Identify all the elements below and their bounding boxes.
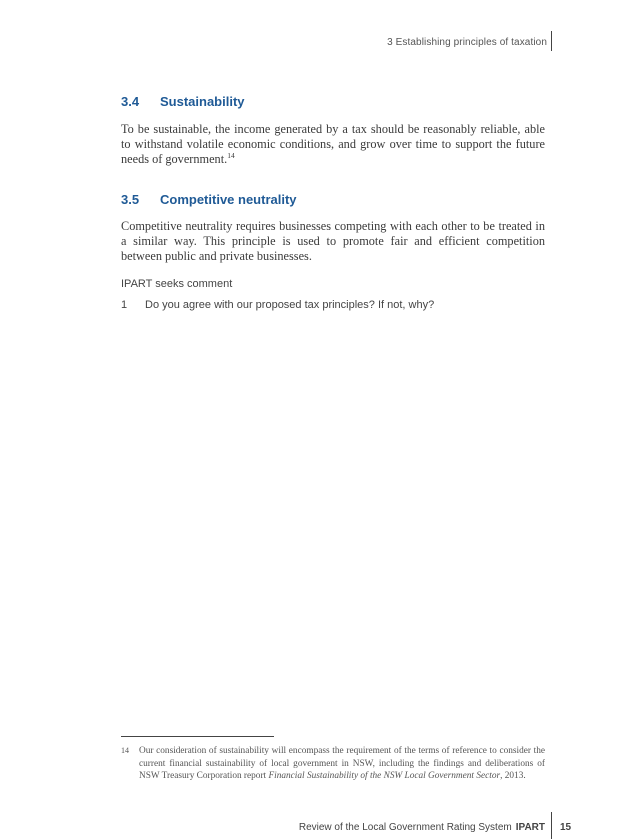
question-number: 1 [121,299,128,311]
running-header: 3 Establishing principles of taxation [387,37,547,48]
paragraph-text: To be sustainable, the income generated by a tax should be reasonably reliable, able to withstand volatile economic conditions, and grow over time to support the future needs of government. [121,122,545,166]
footnote-reference[interactable]: 14 [227,150,235,160]
footnote-divider [121,736,274,737]
section-number: 3.4 [121,94,140,109]
question-item [121,299,551,311]
report-title: Review of the Local Government Rating System [298,822,512,833]
section-heading-sustainability [121,94,245,109]
page-number: 15 [560,822,572,833]
footnote [121,745,545,783]
section-number: 3.5 [121,192,140,207]
running-footer [290,822,545,833]
section-heading-competitive-neutrality [121,192,297,207]
section-title: Competitive neutrality [160,192,297,207]
paragraph-competitive-neutrality: Competitive neutrality requires businesses competing with each other to be treated in a similar way. This principle is used to promote fair and efficient competition between public and private businesses. [121,219,545,263]
footnote-body [139,745,545,783]
footnote-report-title: Financial Sustainability of the NSW Local Government Sector [268,771,501,781]
header-divider [551,31,552,51]
footer-divider [551,812,552,839]
footnote-text-end: , 2013. [500,771,526,781]
section-title: Sustainability [160,94,245,109]
footnote-text: Our consideration of sustainability will encompass the requirement of the terms of reference to consider the current financial sustainability of local government in NSW, including the findings and deliberations of NSW Treasury Corporation report [139,746,545,781]
paragraph-sustainability [121,122,545,167]
org-name: IPART [515,822,545,833]
footnote-number: 14 [121,746,129,755]
comment-heading: IPART seeks comment [121,278,233,290]
question-text: Do you agree with our proposed tax principles? If not, why? [145,299,435,311]
